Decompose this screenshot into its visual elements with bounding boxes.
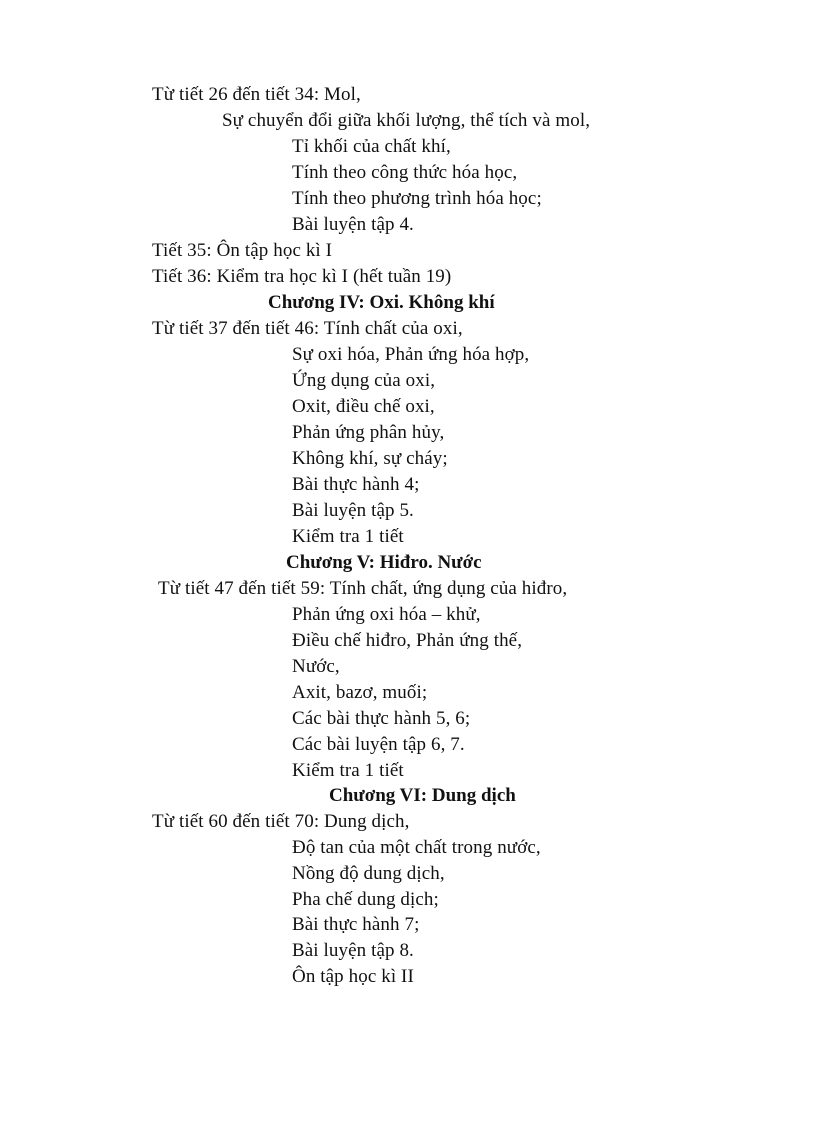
text-line: Tiết 36: Kiểm tra học kì I (hết tuần 19)	[152, 266, 452, 287]
text-line: Điều chế hiđro, Phản ứng thế,	[292, 630, 523, 651]
text-line: Tiết 35: Ôn tập học kì I	[152, 240, 333, 261]
text-line: Pha chế dung dịch;	[292, 889, 439, 910]
text-line: Bài luyện tập 5.	[292, 500, 414, 521]
text-line: Oxit, điều chế oxi,	[292, 396, 435, 417]
text-line: Nước,	[292, 656, 340, 677]
text-line: Ứng dụng của oxi,	[292, 370, 436, 391]
text-line: Bài thực hành 4;	[292, 474, 420, 495]
text-line: Kiểm tra 1 tiết	[292, 760, 404, 781]
text-line: Các bài thực hành 5, 6;	[292, 708, 471, 729]
text-line: Phản ứng oxi hóa – khử,	[292, 604, 481, 625]
text-line: Kiểm tra 1 tiết	[292, 526, 404, 547]
text-line: Ôn tập học kì II	[292, 966, 414, 987]
text-line: Độ tan của một chất trong nước,	[292, 837, 541, 858]
text-line: Từ tiết 37 đến tiết 46: Tính chất của oxi,	[152, 318, 463, 339]
text-line: Tỉ khối của chất khí,	[292, 136, 451, 157]
text-line: Không khí, sự cháy;	[292, 448, 448, 469]
chapter-heading: Chương V: Hiđro. Nước	[286, 552, 482, 573]
text-line: Từ tiết 47 đến tiết 59: Tính chất, ứng dụng của hiđro,	[158, 578, 568, 599]
text-line: Bài luyện tập 8.	[292, 940, 414, 961]
text-line: Từ tiết 26 đến tiết 34: Mol,	[152, 84, 361, 105]
text-line: Nồng độ dung dịch,	[292, 863, 445, 884]
text-line: Sự oxi hóa, Phản ứng hóa hợp,	[292, 344, 530, 365]
text-line: Từ tiết 60 đến tiết 70: Dung dịch,	[152, 811, 410, 832]
chapter-heading: Chương VI: Dung dịch	[329, 785, 516, 806]
chapter-heading: Chương IV: Oxi. Không khí	[268, 292, 495, 313]
text-line: Tính theo phương trình hóa học;	[292, 188, 542, 209]
text-line: Sự chuyển đổi giữa khối lượng, thể tích và mol,	[222, 110, 591, 131]
text-line: Các bài luyện tập 6, 7.	[292, 734, 465, 755]
text-line: Bài thực hành 7;	[292, 914, 420, 935]
text-line: Bài luyện tập 4.	[292, 214, 414, 235]
text-line: Axit, bazơ, muối;	[292, 682, 428, 703]
text-line: Tính theo công thức hóa học,	[292, 162, 518, 183]
text-line: Phản ứng phân hủy,	[292, 422, 445, 443]
